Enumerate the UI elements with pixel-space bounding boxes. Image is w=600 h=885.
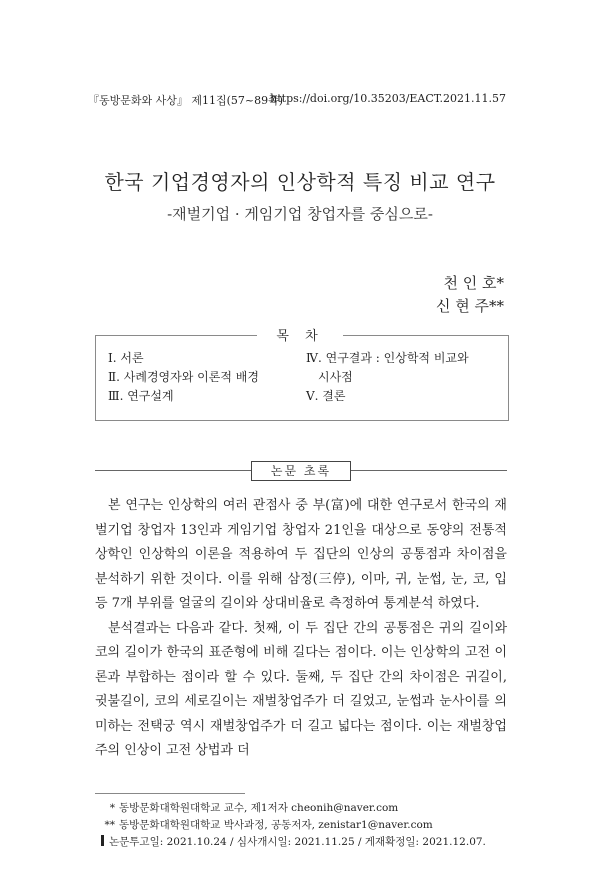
abstract-body <box>95 494 507 764</box>
toc-right-column <box>306 349 469 406</box>
footnotes <box>95 800 486 851</box>
footnote-mark: ** <box>104 819 115 831</box>
paper-title: 한국 기업경영자의 인상학적 특징 비교 연구 <box>104 170 496 194</box>
paper-subtitle: -재벌기업 · 게임기업 창업자를 중심으로- <box>167 205 433 223</box>
abstract-label: 논문 초록 <box>251 461 351 481</box>
bar-marker-icon <box>101 835 104 846</box>
toc-item: 시사점 <box>318 370 353 384</box>
journal-citation: 『동방문화와 사상』 제11집(57~89쪽) <box>88 94 284 107</box>
toc-left-column <box>108 349 259 406</box>
author-2: 신 현 주** <box>435 297 504 315</box>
footnote <box>95 800 486 817</box>
toc-item: Ⅰ. 서론 <box>108 351 144 365</box>
footnote <box>95 817 486 834</box>
toc-item: Ⅲ. 연구설계 <box>108 389 174 403</box>
footnote-mark: * <box>109 802 115 814</box>
toc-item: Ⅱ. 사례경영자와 이론적 배경 <box>108 370 259 384</box>
footnote-divider <box>95 793 245 794</box>
abstract-paragraph: 분석결과는 다음과 같다. 첫째, 이 두 집단 간의 공통점은 귀의 길이와 코의 길이가 한국의 표준형에 비해 길다는 점이다. 이는 인상학의 고전 이론과 부합하는 점이라 할 수 있다. 둘째, 두 집단 간의 차이점은 귀길이, 귓불길이, 코의 세로길이는 재벌창업주가 더 길었고, 눈썹과 눈사이를 의미하는 전택궁 역시 재벌창업주가 더 길고 넓다는 점이다. 이는 재벌창업주의 인상이 고전 상법과 더 <box>95 620 507 758</box>
toc-item: Ⅴ. 결론 <box>306 389 346 403</box>
toc-item: Ⅳ. 연구결과 : 인상학적 비교와 <box>306 351 469 365</box>
toc-title: 목 차 <box>257 325 343 344</box>
doi-link[interactable]: https://doi.org/10.35203/EACT.2021.11.57 <box>270 92 506 105</box>
abstract-paragraph: 본 연구는 인상학의 여러 관점사 중 부(富)에 대한 연구로서 한국의 재벌기업 창업자 13인과 게임기업 창업자 21인을 대상으로 동양의 전통적 상학인 인상학의 이론을 적용하여 두 집단의 인상의 공통점과 차이점을 분석하기 위한 것이다. 이를 위해 삼정(三停), 이마, 귀, 눈썹, 눈, 코, 입 등 7개 부위를 얼굴의 길이와 상대비율로 측정하여 통계분석 하였다. <box>95 498 507 611</box>
author-list <box>436 272 504 318</box>
author-1: 천 인 호* <box>443 274 504 292</box>
dates-text: 논문투고일: 2021.10.24 / 심사개시일: 2021.11.25 / 게재확정일: 2021.12.07. <box>109 836 486 848</box>
footnote-text: 동방문화대학원대학교 박사과정, 공동저자, zenistar1@naver.com <box>119 819 433 831</box>
submission-dates <box>95 834 486 851</box>
footnote-text: 동방문화대학원대학교 교수, 제1저자 cheonih@naver.com <box>119 802 399 814</box>
